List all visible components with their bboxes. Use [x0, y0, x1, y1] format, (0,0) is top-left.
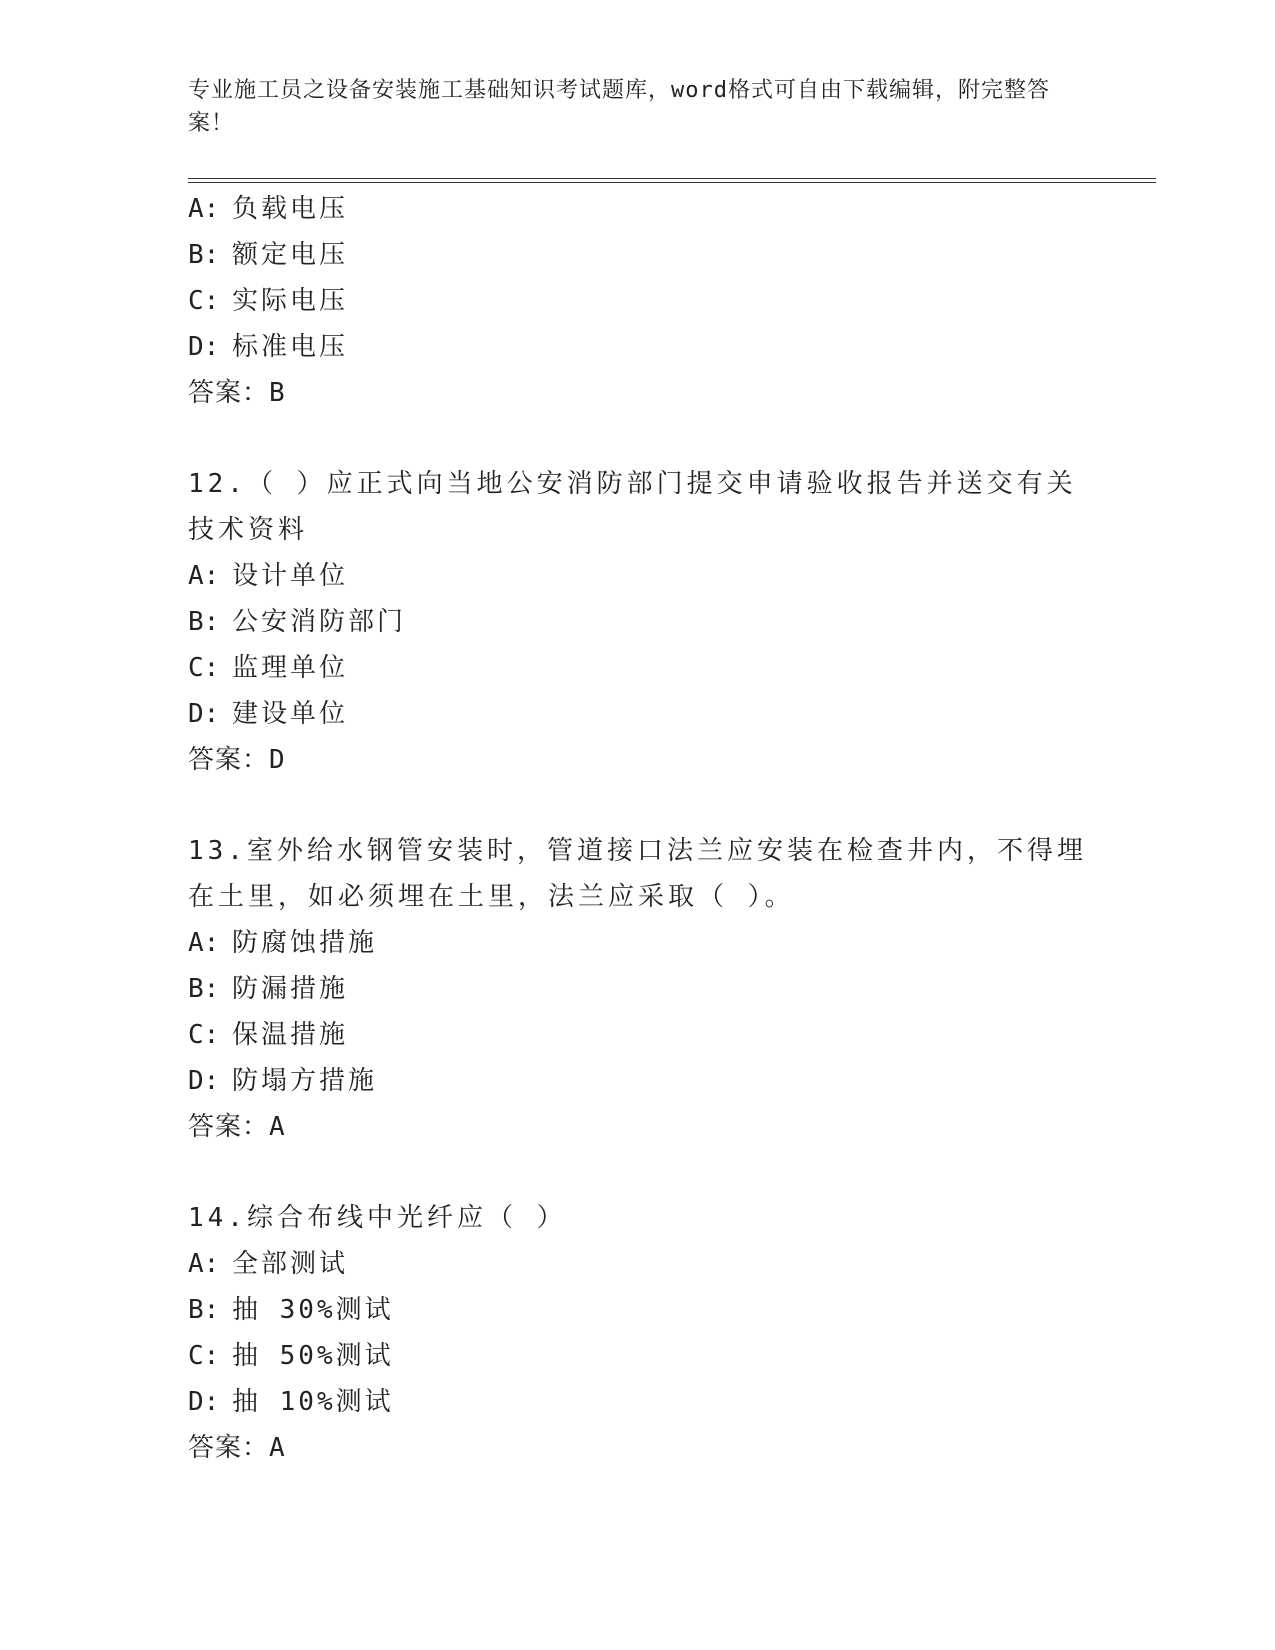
option-text: 标准电压	[232, 332, 349, 362]
option-c	[188, 1012, 1156, 1058]
option-b	[188, 232, 1156, 278]
question-11	[188, 186, 1156, 416]
option-letter: A:	[188, 1249, 220, 1279]
option-letter: A:	[188, 194, 220, 224]
question-12	[188, 461, 1156, 783]
option-a	[188, 920, 1156, 966]
question-text: 14.综合布线中光纤应（ ）	[188, 1203, 567, 1233]
question-14	[188, 1195, 1156, 1471]
option-letter: B:	[188, 607, 220, 637]
option-c	[188, 645, 1156, 691]
option-letter: D:	[188, 1387, 220, 1417]
option-text: 全部测试	[232, 1249, 349, 1279]
option-a	[188, 1241, 1156, 1287]
option-text: 防塌方措施	[232, 1066, 378, 1096]
option-letter: D:	[188, 1066, 220, 1096]
question-13	[188, 828, 1156, 1150]
question-text: 13.室外给水钢管安装时，管道接口法兰应安装在检查井内，不得埋在土里，如必须埋在土里，法兰应采取（ ）。	[188, 836, 1087, 912]
option-text: 负载电压	[232, 194, 349, 224]
question-text: 12.（ ）应正式向当地公安消防部门提交申请验收报告并送交有关技术资料	[188, 469, 1077, 545]
option-letter: D:	[188, 332, 220, 362]
document-header: 专业施工员之设备安装施工基础知识考试题库，word格式可自由下载编辑，附完整答案！	[188, 78, 1050, 136]
option-text: 防漏措施	[232, 974, 349, 1004]
option-letter: B:	[188, 1295, 220, 1325]
option-text: 抽 10%测试	[232, 1387, 394, 1417]
option-a	[188, 553, 1156, 599]
option-text: 保温措施	[232, 1020, 349, 1050]
option-d	[188, 1058, 1156, 1104]
option-letter: C:	[188, 1020, 220, 1050]
option-text: 设计单位	[232, 561, 349, 591]
option-text: 建设单位	[232, 699, 349, 729]
option-c	[188, 278, 1156, 324]
header-rule-bottom	[188, 182, 1156, 183]
option-c	[188, 1333, 1156, 1379]
option-letter: C:	[188, 1341, 220, 1371]
option-b	[188, 1287, 1156, 1333]
option-letter: C:	[188, 286, 220, 316]
answer-line: 答案：D	[188, 745, 286, 775]
option-text: 实际电压	[232, 286, 349, 316]
option-letter: B:	[188, 240, 220, 270]
option-text: 监理单位	[232, 653, 349, 683]
question-list	[188, 186, 1156, 1516]
header-rule-top	[188, 178, 1156, 179]
option-text: 防腐蚀措施	[232, 928, 378, 958]
option-d	[188, 691, 1156, 737]
option-b	[188, 966, 1156, 1012]
option-letter: B:	[188, 974, 220, 1004]
answer-line: 答案：A	[188, 1433, 286, 1463]
option-text: 公安消防部门	[232, 607, 407, 637]
answer-line: 答案：A	[188, 1112, 286, 1142]
option-d	[188, 324, 1156, 370]
option-letter: D:	[188, 699, 220, 729]
option-letter: C:	[188, 653, 220, 683]
option-text: 抽 50%测试	[232, 1341, 394, 1371]
option-text: 抽 30%测试	[232, 1295, 394, 1325]
option-letter: A:	[188, 928, 220, 958]
answer-line: 答案：B	[188, 378, 286, 408]
option-a	[188, 186, 1156, 232]
option-text: 额定电压	[232, 240, 349, 270]
option-b	[188, 599, 1156, 645]
option-d	[188, 1379, 1156, 1425]
option-letter: A:	[188, 561, 220, 591]
